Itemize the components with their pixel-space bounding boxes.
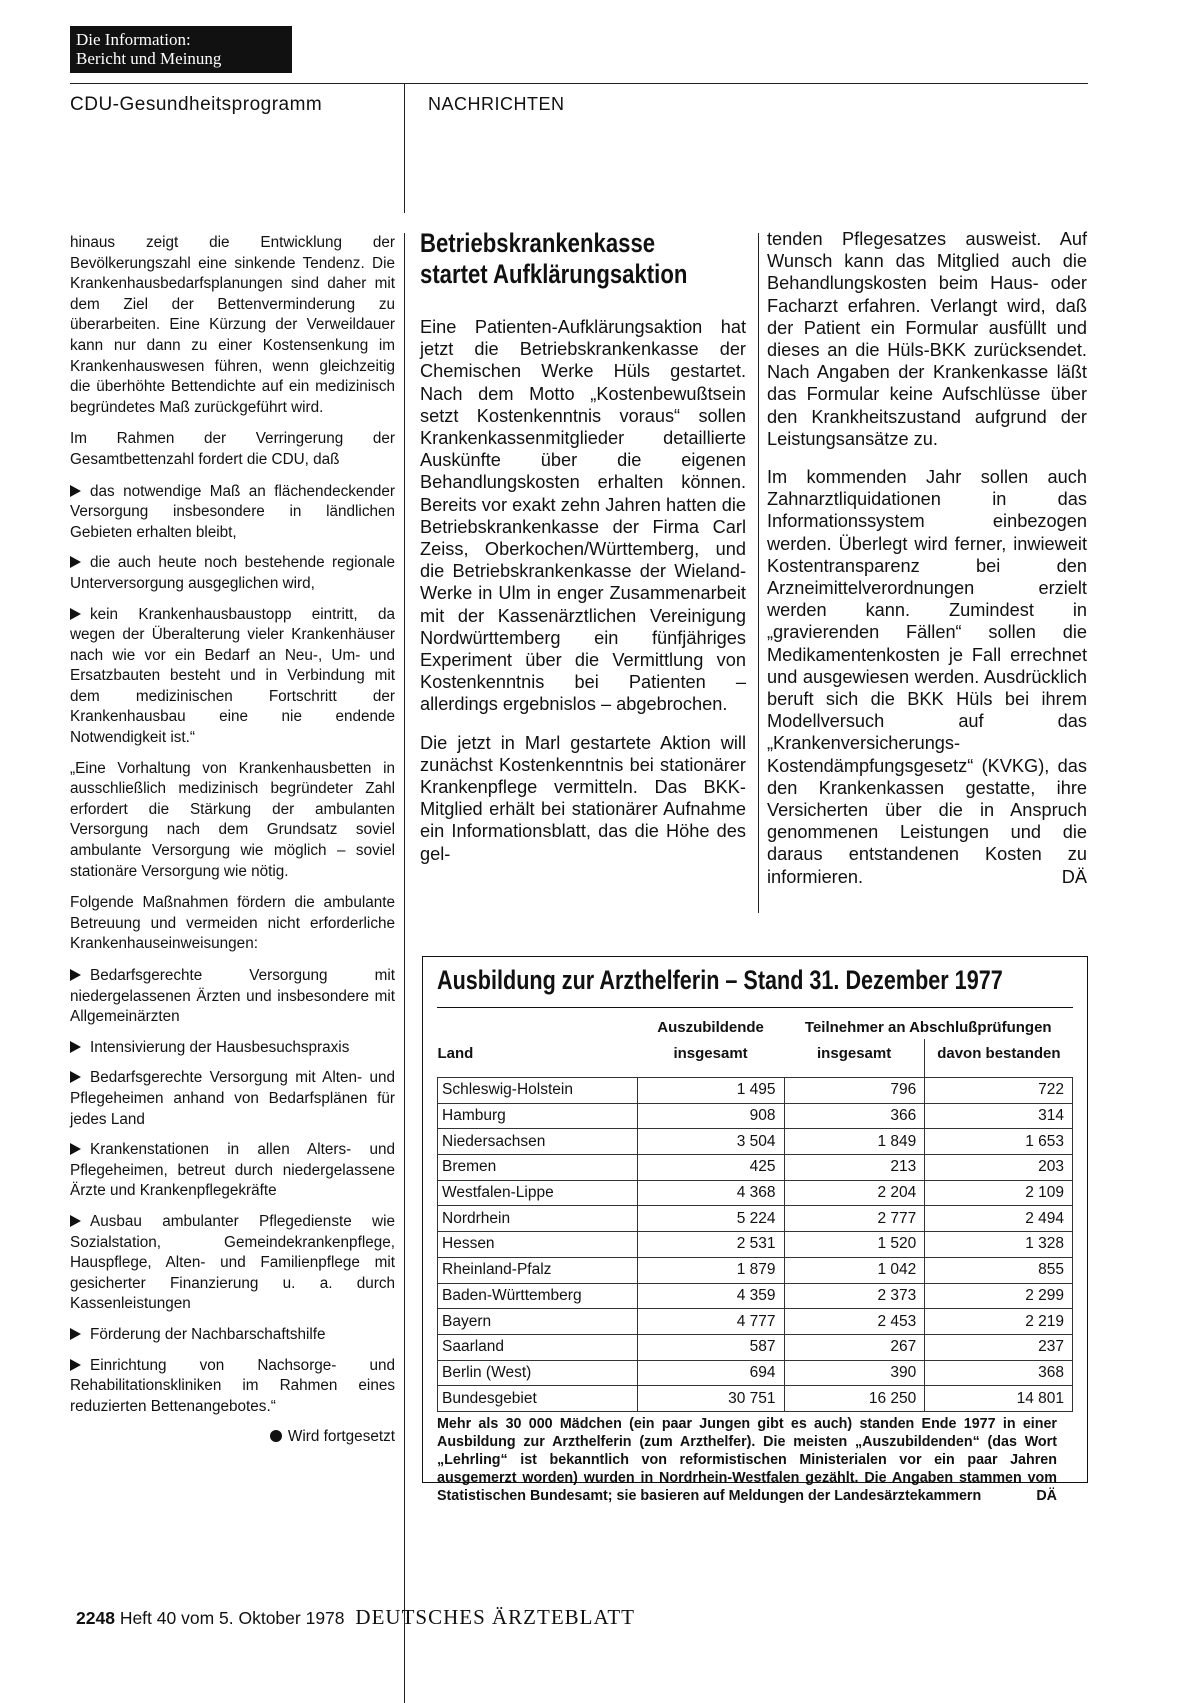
column-divider-right: [758, 233, 759, 913]
bullet-item: Einrichtung von Nachsorge- und Rehabilitationskliniken im Rahmen eines reduzierten Bettenangebotes.“: [70, 1356, 395, 1415]
triangle-bullet-icon: [70, 1041, 81, 1053]
article-paragraph: Eine Patienten-Aufklärungsaktion hat jetzt die Betriebskrankenkasse der Chemischen Werke Hüls gestartet. Nach dem Motto „Kostenbewußtsein setzt Kostenkenntnis voraus“ sollen Krankenkassenmitglieder detaillierte Auskünfte über die eigenen Behandlungskosten erhalten können. Bereits vor exakt zehn Jahren hatten die Betriebskrankenkasse der Firma Carl Zeiss, Oberkochen/Württemberg, und die Betriebskrankenkasse der Wieland-Werke in Ulm in enger Zusammenarbeit mit der Kassenärztlichen Vereinigung Nordwürttemberg ein fünfjähriges Experiment über die Vermittlung von Kostenkenntnis bei Patienten – allerdings ergebnislos – abgebrochen.: [420, 317, 746, 715]
continued-note: Wird fortgesetzt: [70, 1427, 395, 1448]
bullet-item: Intensivierung der Hausbesuchspraxis: [70, 1038, 395, 1059]
cell-land: Schleswig-Holstein: [438, 1078, 638, 1104]
left-column: [70, 233, 395, 1448]
header-divider: [404, 83, 405, 213]
table-caption: Mehr als 30 000 Mädchen (ein paar Jungen gibt es auch) standen Ende 1977 in einer Ausbildung zur Arzthelferin (zum Arzthelfer). Die meisten „Auszubildenden“ (das Wort „Lehrling“ ist bekanntlich von reformistischen Ministerialen vor ein paar Jahren ausgemerzt worden) wurden in Nordrhein-Westfalen gezählt. Die Angaben stammen vom Statistischen Bundesamt; sie basieren auf Meldungen der Landesärztekammern DÄ: [437, 1416, 1057, 1504]
cell-bestanden: 1 653: [925, 1129, 1073, 1155]
cell-teilnehmer: 796: [784, 1078, 925, 1104]
triangle-bullet-icon: [70, 1359, 81, 1371]
triangle-bullet-icon: [70, 1215, 81, 1227]
table-row: [438, 1232, 1073, 1258]
cell-azubi: 3 504: [637, 1129, 784, 1155]
article-column-right: [767, 228, 1087, 904]
magazine-name: DEUTSCHES ÄRZTEBLATT: [355, 1605, 635, 1629]
table-title: Ausbildung zur Arzthelferin – Stand 31. Dezember 1977: [437, 965, 1003, 995]
triangle-bullet-icon: [70, 485, 81, 497]
table-row: [438, 1206, 1073, 1232]
header-exam-passed: davon bestanden: [937, 1045, 1061, 1062]
headline-line-1: Betriebskrankenkasse: [420, 228, 656, 258]
table-row: [438, 1078, 1073, 1104]
cell-azubi: 425: [637, 1155, 784, 1181]
cell-azubi: 1 879: [637, 1257, 784, 1283]
headline-line-2: startet Aufklärungsaktion: [420, 259, 688, 289]
cell-bestanden: 368: [925, 1360, 1073, 1386]
triangle-bullet-icon: [70, 1071, 81, 1083]
table-row: [438, 1360, 1073, 1386]
paragraph: Folgende Maßnahmen fördern die ambulante Betreuung und vermeiden nicht erforderliche Krankenhauseinweisungen:: [70, 894, 395, 953]
paragraph: Im Rahmen der Verringerung der Gesamtbettenzahl fordert die CDU, daß: [70, 430, 395, 468]
cell-land: Saarland: [438, 1334, 638, 1360]
cell-land: Nordrhein: [438, 1206, 638, 1232]
table-row: [438, 1103, 1073, 1129]
cell-bestanden: 2 494: [925, 1206, 1073, 1232]
cell-land: Hessen: [438, 1232, 638, 1258]
triangle-bullet-icon: [70, 1328, 81, 1340]
cell-teilnehmer: 16 250: [784, 1386, 925, 1412]
section-title-left: CDU-Gesundheitsprogramm: [70, 94, 323, 115]
masthead-line-2: Bericht und Meinung: [76, 49, 222, 68]
bullet-item: Bedarfsgerechte Versorgung mit Alten- und Pflegeheimen anhand von Bedarfsplänen für jedes Land: [70, 1069, 395, 1128]
article-signature: DÄ: [1061, 866, 1087, 887]
cell-bestanden: 2 219: [925, 1309, 1073, 1335]
cell-land: Bremen: [438, 1155, 638, 1181]
cell-land: Berlin (West): [438, 1360, 638, 1386]
cell-bestanden: 2 109: [925, 1180, 1073, 1206]
header-azubi-2: insgesamt: [673, 1045, 748, 1062]
cell-bestanden: 14 801: [925, 1386, 1073, 1412]
cell-azubi: 908: [637, 1103, 784, 1129]
header-exam-total: insgesamt: [784, 1039, 925, 1078]
bullet-item: Ausbau ambulanter Pflegedienste wie Sozialstation, Gemeindekrankenpflege, Hauspflege, Alten- und Familienpflege mit gesicherter Finanzierung u. a. durch Kassenleistungen: [70, 1212, 395, 1313]
bullet-dot-icon: [270, 1430, 282, 1442]
cell-land: Bundesgebiet: [438, 1386, 638, 1412]
cell-bestanden: 722: [925, 1078, 1073, 1104]
article-headline: [420, 228, 748, 290]
table-row: [438, 1129, 1073, 1155]
cell-teilnehmer: 2 373: [784, 1283, 925, 1309]
table-row: [438, 1334, 1073, 1360]
section-title-right: NACHRICHTEN: [428, 94, 565, 114]
triangle-bullet-icon: [70, 556, 81, 568]
cell-teilnehmer: 2 204: [784, 1180, 925, 1206]
table-row: [438, 1283, 1073, 1309]
cell-land: Rheinland-Pfalz: [438, 1257, 638, 1283]
bullet-item: Krankenstationen in allen Alters- und Pflegeheimen, betreut durch niedergelassene Ärzte und Krankenpflegekräfte: [70, 1141, 395, 1200]
cell-bestanden: 1 328: [925, 1232, 1073, 1258]
cell-teilnehmer: 267: [784, 1334, 925, 1360]
cell-azubi: 694: [637, 1360, 784, 1386]
table-row: [438, 1386, 1073, 1412]
cell-land: Hamburg: [438, 1103, 638, 1129]
article-paragraph: Die jetzt in Marl gestartete Aktion will zunächst Kostenkenntnis bei stationärer Krankenpflege vermitteln. Das BKK-Mitglied erhält bei stationärer Aufnahme ein Informationsblatt, das die Höhe des gel-: [420, 732, 746, 864]
table-row: [438, 1257, 1073, 1283]
triangle-bullet-icon: [70, 608, 81, 620]
column-divider-left: [404, 233, 405, 1703]
cell-teilnehmer: 1 042: [784, 1257, 925, 1283]
bullet-item: kein Krankenhausbaustopp eintritt, da wegen der Überalterung vieler Krankenhäuser nach wie vor ein Bedarf an Neu-, Um- und Ersatzbauten besteht und in Verbindung mit dem medizinischen Fortschritt der Krankenhausbau eine nie endende Notwendigkeit ist.“: [70, 605, 395, 747]
cell-teilnehmer: 1 520: [784, 1232, 925, 1258]
table-row: [438, 1155, 1073, 1181]
cell-teilnehmer: 213: [784, 1155, 925, 1181]
triangle-bullet-icon: [70, 969, 81, 981]
table-body: [438, 1078, 1073, 1412]
statistics-box: [422, 956, 1088, 1504]
table-row: [438, 1180, 1073, 1206]
cell-bestanden: 237: [925, 1334, 1073, 1360]
header-exam-group: Teilnehmer an Abschlußprüfungen: [804, 1019, 1052, 1036]
bullet-item: die auch heute noch bestehende regionale Unterversorgung ausgeglichen wird,: [70, 554, 395, 592]
top-rule: [70, 83, 1088, 84]
cell-teilnehmer: 366: [784, 1103, 925, 1129]
masthead-box: [70, 26, 292, 73]
cell-azubi: 1 495: [637, 1078, 784, 1104]
cell-teilnehmer: 390: [784, 1360, 925, 1386]
cell-land: Westfalen-Lippe: [438, 1180, 638, 1206]
cell-azubi: 5 224: [637, 1206, 784, 1232]
triangle-bullet-icon: [70, 1143, 81, 1155]
statistics-table: [437, 1013, 1073, 1412]
issue-info: Heft 40 vom 5. Oktober 1978: [119, 1608, 345, 1628]
paragraph: hinaus zeigt die Entwicklung der Bevölkerungszahl eine sinkende Tendenz. Die Krankenhausbedarfsplanungen sind daher mit dem Ziel der Bettenverminderung zu überarbeiten. Eine Kürzung der Verweildauer kann nur dann zu einer Kostensenkung im Krankenhauswesen führen, wenn gleichzeitig die überhöhte Bettendichte auf ein medizinisch begründetes Maß zurückgeführt wird.: [70, 234, 395, 416]
article-column-middle: [420, 228, 746, 881]
page-number: 2248: [76, 1608, 115, 1628]
cell-land: Baden-Württemberg: [438, 1283, 638, 1309]
cell-azubi: 4 368: [637, 1180, 784, 1206]
cell-bestanden: 2 299: [925, 1283, 1073, 1309]
cell-azubi: 4 777: [637, 1309, 784, 1335]
cell-azubi: 4 359: [637, 1283, 784, 1309]
bullet-item: das notwendige Maß an flächendeckender Versorgung insbesondere in ländlichen Gebieten erhalten bleibt,: [70, 482, 395, 541]
cell-azubi: 587: [637, 1334, 784, 1360]
cell-land: Niedersachsen: [438, 1129, 638, 1155]
cell-teilnehmer: 2 777: [784, 1206, 925, 1232]
cell-bestanden: 855: [925, 1257, 1073, 1283]
masthead-line-1: Die Information:: [76, 30, 191, 49]
cell-teilnehmer: 2 453: [784, 1309, 925, 1335]
caption-signature: DÄ: [1036, 1488, 1057, 1504]
title-rule: [437, 1007, 1073, 1008]
cell-azubi: 2 531: [637, 1232, 784, 1258]
bullet-item: Förderung der Nachbarschaftshilfe: [70, 1325, 395, 1346]
cell-teilnehmer: 1 849: [784, 1129, 925, 1155]
article-paragraph: Im kommenden Jahr sollen auch Zahnarztliquidationen in das Informationssystem einbezogen werden. Überlegt wird ferner, inwieweit Kostentransparenz bei den Arzneimittelverordnungen erzielt werden kann. Zumindest in „gravierenden Fällen“ sollen die Medikamentenkosten je Fall errechnet und ausgewiesen werden. Ausdrücklich beruft sich die BKK Hüls bei ihrem Modellversuch auf das „Krankenversicherungs-Kostendämpfungsgesetz“ (KVKG), das den Krankenkassen gestatte, ihre Versicherten über die in Anspruch genommenen Leistungen und die daraus entstandenen Kosten zu informieren. DÄ: [767, 467, 1087, 887]
cell-azubi: 30 751: [637, 1386, 784, 1412]
article-paragraph: tenden Pflegesatzes ausweist. Auf Wunsch kann das Mitglied auch die Behandlungskosten beim Haus- oder Facharzt erfahren. Verlangt wird, daß der Patient ein Formular ausfüllt und dieses an die Hüls-BKK zurücksendet. Nach Angaben der Krankenkasse läßt das Formular keine Aufschlüsse über den Krankheitszustand aufgrund der Leistungsansätze zu.: [767, 229, 1087, 449]
cell-bestanden: 314: [925, 1103, 1073, 1129]
cell-bestanden: 203: [925, 1155, 1073, 1181]
page-footer: [76, 1605, 635, 1630]
cell-land: Bayern: [438, 1309, 638, 1335]
header-land: Land: [437, 1045, 474, 1062]
quote-paragraph: „Eine Vorhaltung von Krankenhausbetten in ausschließlich medizinisch begründeter Zahl erfordert die Stärkung der ambulanten Versorgung nach dem Grundsatz soviel ambulante Versorgung wie möglich – soviel stationäre Versorgung wie nötig.: [70, 759, 395, 880]
bullet-item: Bedarfsgerechte Versorgung mit niedergelassenen Ärzten und insbesondere mit Allgemeinärzten: [70, 967, 395, 1026]
header-azubi-1: Auszubildende: [657, 1019, 764, 1036]
table-row: [438, 1309, 1073, 1335]
